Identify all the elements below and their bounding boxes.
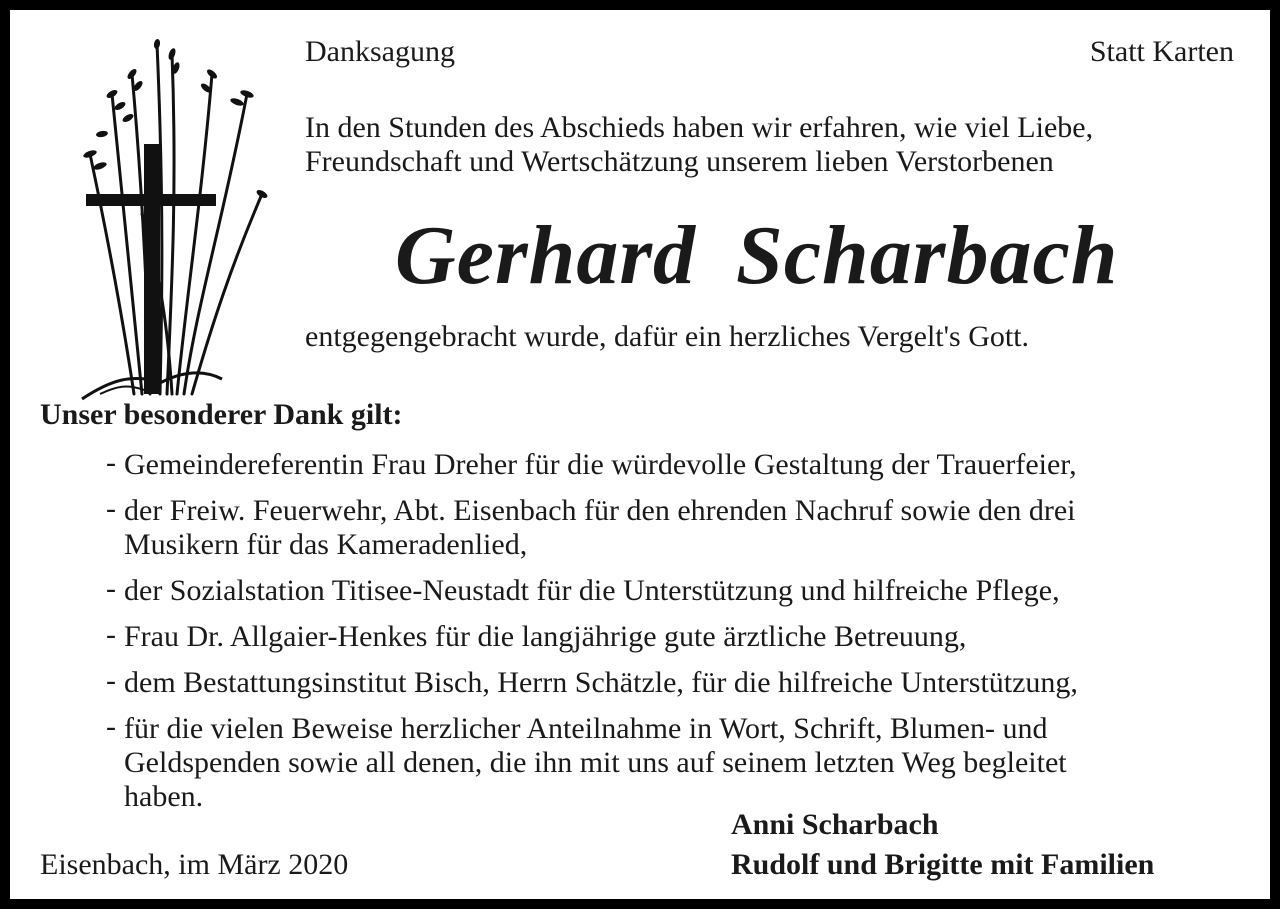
list-dash: - [106,710,116,743]
list-item-text: Gemeindereferentin Frau Dreher für die würdevolle Gestaltung der Trauerfeier, [124,448,1077,481]
list-dash: - [106,492,116,525]
list-item [106,494,1256,562]
list-dash: - [106,664,116,697]
deceased-name: Gerhard Scharbach [395,209,1119,302]
list-dash: - [106,618,116,651]
header-right-note: Statt Karten [1089,35,1234,68]
thanks-heading: Unser besonderer Dank gilt: [40,398,403,431]
intro-line-1: In den Stunden des Abschieds haben wir erfahren, wie viel Liebe, [305,111,1094,144]
cross-with-grass-icon [72,34,272,406]
list-item-text: der Freiw. Feuerwehr, Abt. Eisenbach für den ehrenden Nachruf sowie den drei Musikern für das Kameradenlied, [124,494,1076,561]
list-item [106,620,1256,654]
list-item [106,448,1256,482]
list-item [106,712,1256,814]
list-item [106,574,1256,608]
list-item [106,666,1256,700]
list-dash: - [106,572,116,605]
list-item-text: dem Bestattungsinstitut Bisch, Herrn Schätzle, für die hilfreiche Unterstützung, [124,666,1078,699]
header-left-title: Danksagung [305,35,455,68]
thanks-list [106,448,1256,826]
outro-line: entgegengebracht wurde, dafür ein herzliches Vergelt's Gott. [305,320,1030,353]
place-date: Eisenbach, im März 2020 [40,848,349,881]
signature-line-2: Rudolf und Brigitte mit Familien [731,848,1155,881]
intro-line-2: Freundschaft und Wertschätzung unserem lieben Verstorbenen [305,145,1054,178]
list-item-text: der Sozialstation Titisee-Neustadt für die Unterstützung und hilfreiche Pflege, [124,574,1060,607]
list-item-text: Frau Dr. Allgaier-Henkes für die langjährige gute ärztliche Betreuung, [124,620,967,653]
list-dash: - [106,446,116,479]
signature-line-1: Anni Scharbach [731,808,939,841]
list-item-text: für die vielen Beweise herzlicher Anteilnahme in Wort, Schrift, Blumen- und Geldspenden sowie all denen, die ihn mit uns auf seinem letzten Weg begleitet haben. [124,712,1067,813]
